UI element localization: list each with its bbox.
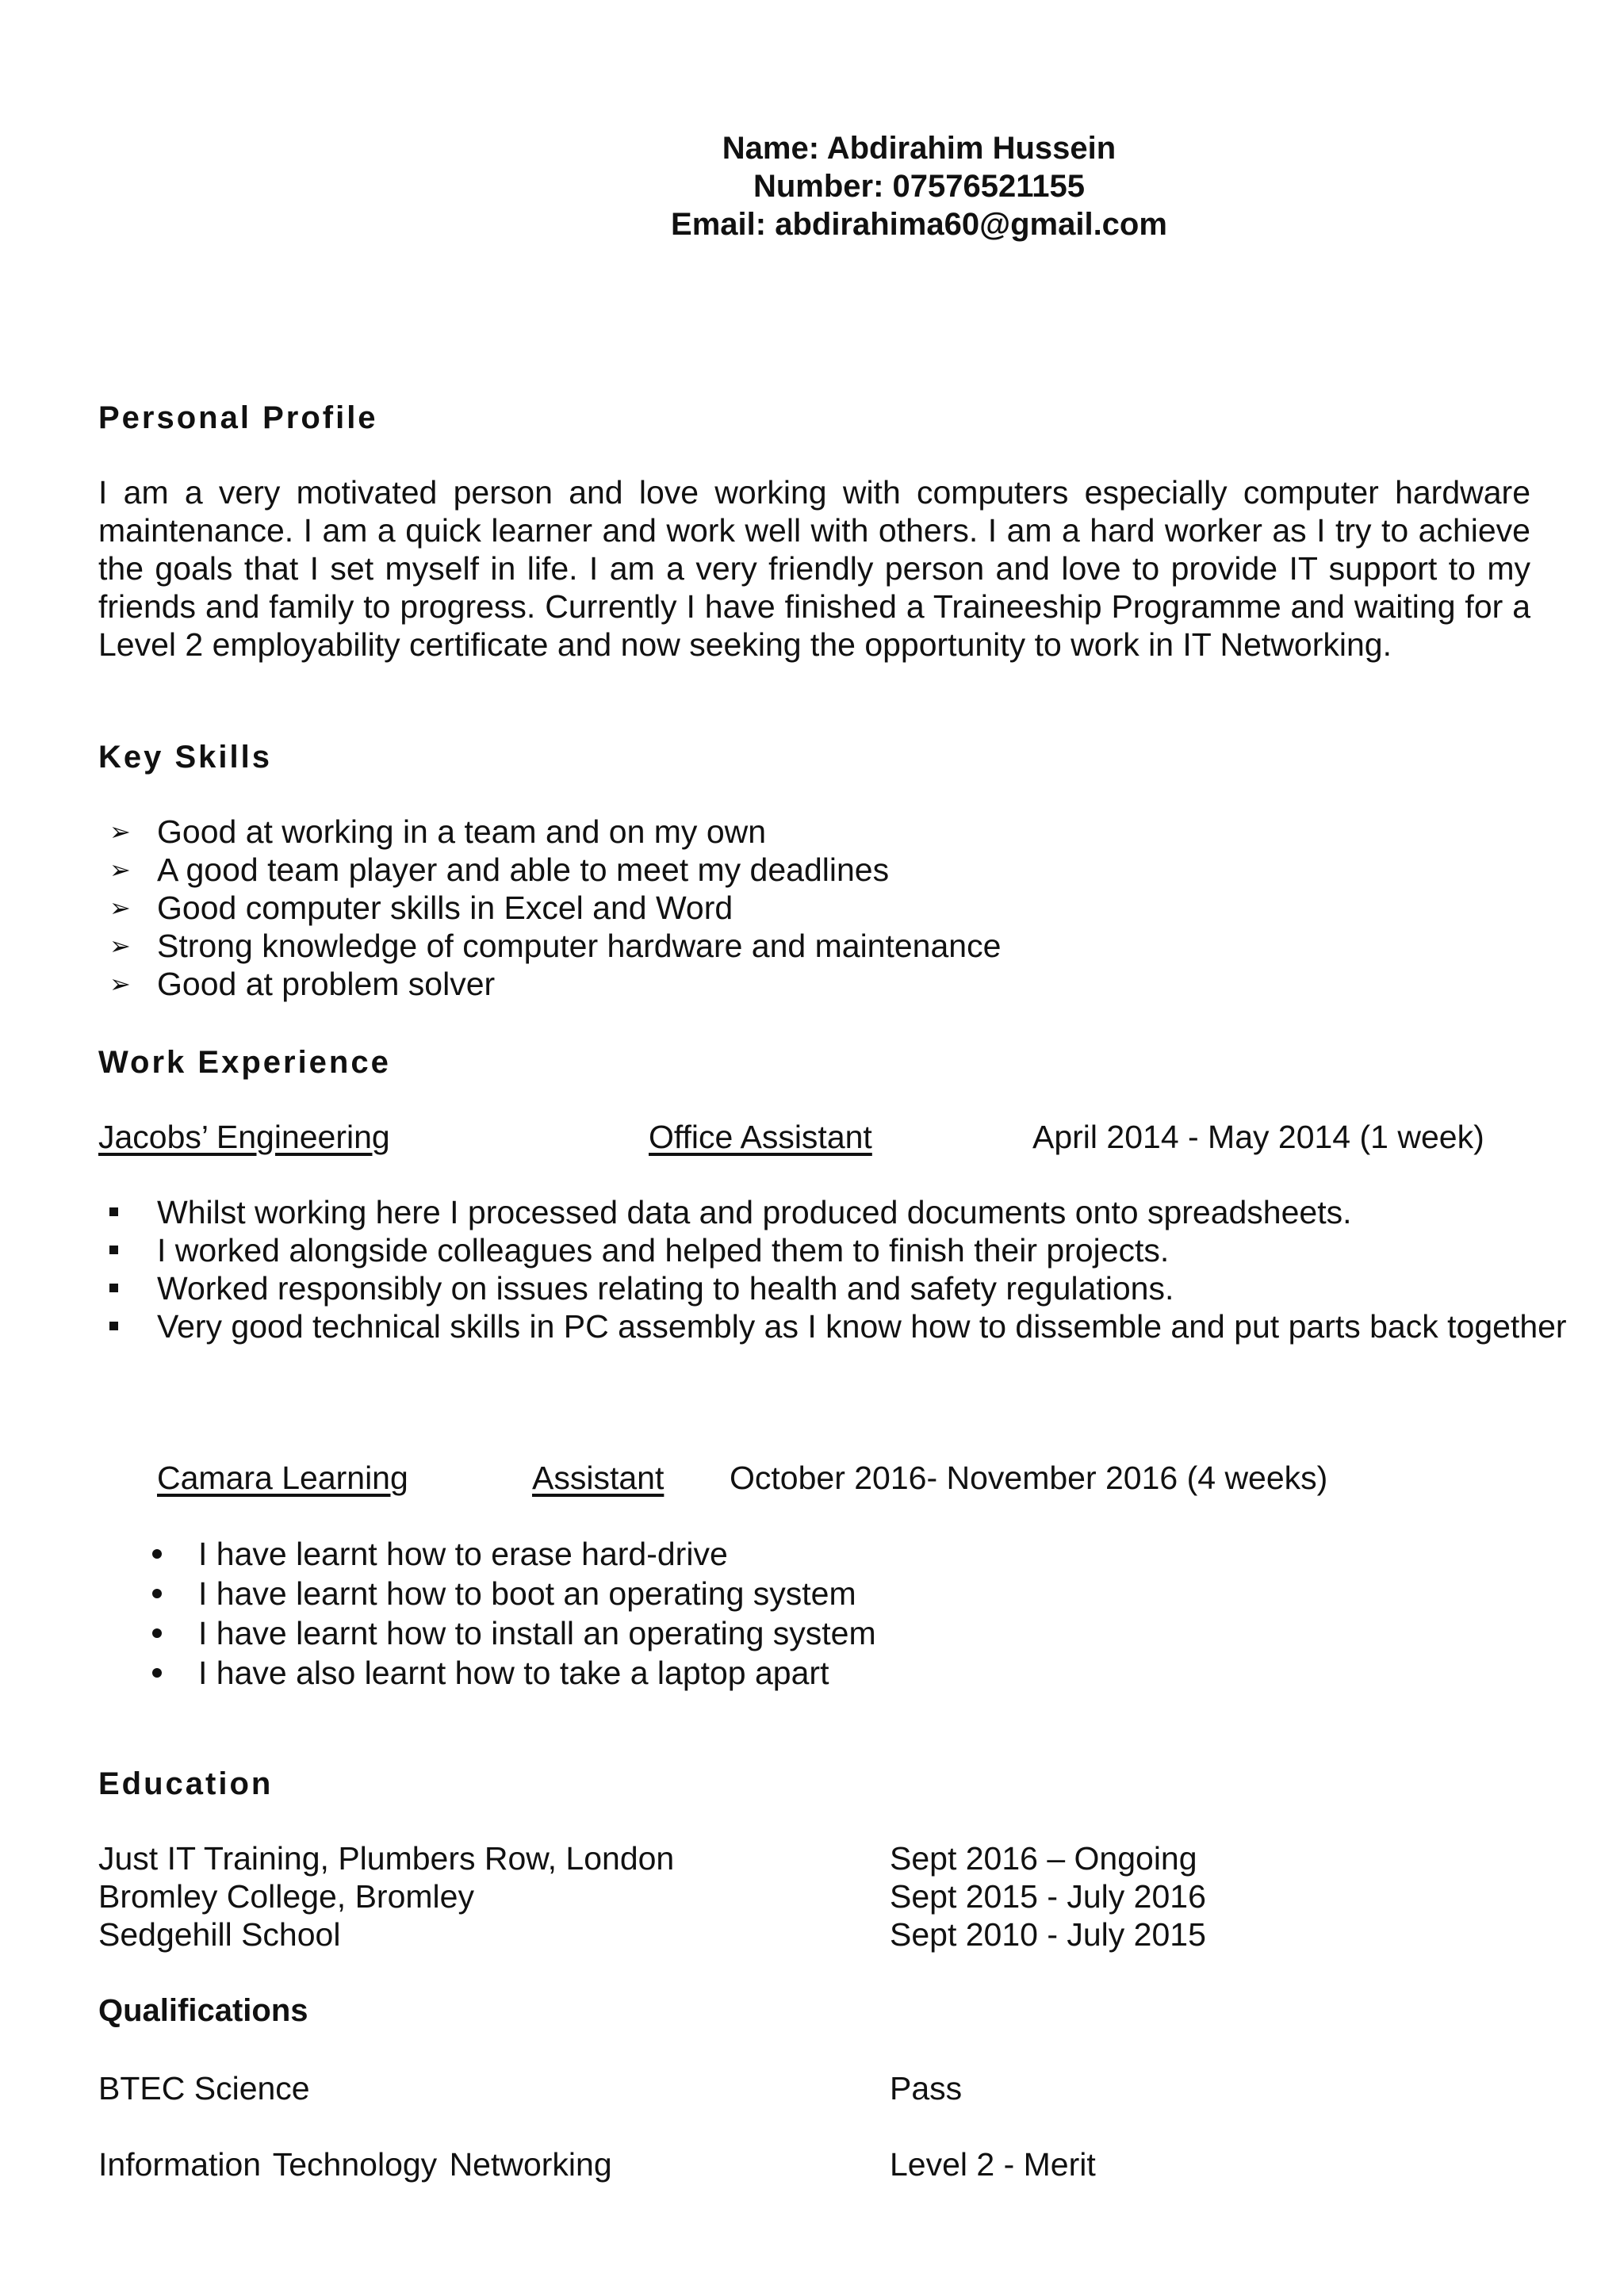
list-item: I have learnt how to erase hard-drive bbox=[147, 1535, 876, 1575]
education-place: Just IT Training, Plumbers Row, London bbox=[98, 1840, 675, 1877]
contact-header bbox=[0, 129, 1624, 243]
dot-bullet-icon bbox=[152, 1628, 162, 1638]
skills-list bbox=[98, 813, 1001, 1003]
list-item: Worked responsibly on issues relating to health and safety regulations. bbox=[98, 1269, 1526, 1307]
education-place: Sedgehill School bbox=[98, 1916, 341, 1953]
square-bullet-icon bbox=[109, 1207, 118, 1216]
list-item: ➢ Good at working in a team and on my own bbox=[109, 813, 767, 850]
list-item: ➢ A good team player and able to meet my deadlines bbox=[109, 851, 890, 888]
dot-bullet-icon bbox=[152, 1589, 162, 1598]
arrow-bullet-icon: ➢ bbox=[109, 894, 131, 922]
square-bullet-icon bbox=[109, 1246, 118, 1254]
job-role: Assistant bbox=[532, 1460, 665, 1496]
arrow-bullet-icon: ➢ bbox=[109, 855, 131, 884]
contact-number: Number: 07576521155 bbox=[753, 169, 1086, 204]
learning-list bbox=[147, 1535, 876, 1693]
qualification-subject: BTEC Science bbox=[98, 2070, 310, 2107]
education-place: Bromley College, Bromley bbox=[98, 1878, 474, 1915]
dot-bullet-icon bbox=[152, 1549, 162, 1559]
education-row bbox=[98, 1877, 474, 1915]
contact-email: Email: abdirahima60@gmail.com bbox=[671, 207, 1167, 242]
section-title-skills: Key Skills bbox=[98, 740, 273, 775]
list-item: I worked alongside colleagues and helped them to finish their projects. bbox=[98, 1231, 1526, 1269]
qualification-result: Level 2 - Merit bbox=[890, 2146, 1096, 2183]
list-item: ➢ Good at problem solver bbox=[109, 966, 496, 1002]
list-item: I have learnt how to boot an operating system bbox=[147, 1575, 876, 1614]
job-role: Office Assistant bbox=[649, 1119, 872, 1155]
list-item: Very good technical skills in PC assembly as I know how to dissemble and put parts back together bbox=[98, 1307, 1568, 1345]
arrow-bullet-icon: ➢ bbox=[109, 932, 131, 960]
list-item: ➢ Good computer skills in Excel and Word bbox=[109, 890, 733, 926]
job-dates: April 2014 - May 2014 (1 week) bbox=[1032, 1119, 1484, 1155]
section-title-profile: Personal Profile bbox=[98, 400, 378, 435]
qualification-result: Pass bbox=[890, 2070, 963, 2107]
job-dates: October 2016- November 2016 (4 weeks) bbox=[730, 1460, 1328, 1496]
qualification-subject: Information Technology Networking bbox=[98, 2146, 612, 2183]
contact-name: Name: Abdirahim Hussein bbox=[722, 131, 1116, 166]
list-item: ➢ Strong knowledge of computer hardware and maintenance bbox=[109, 928, 1002, 964]
education-row bbox=[98, 1915, 340, 1954]
list-item: Whilst working here I processed data and produced documents onto spreadsheets. bbox=[98, 1193, 1526, 1231]
job-duties-list bbox=[98, 1193, 1567, 1345]
square-bullet-icon bbox=[109, 1322, 118, 1330]
arrow-bullet-icon: ➢ bbox=[109, 970, 131, 998]
list-item: I have learnt how to install an operating system bbox=[147, 1614, 876, 1654]
education-row bbox=[98, 1839, 674, 1877]
education-dates: Sept 2010 - July 2015 bbox=[890, 1916, 1206, 1953]
square-bullet-icon bbox=[109, 1284, 118, 1292]
job-company: Camara Learning bbox=[157, 1460, 408, 1496]
education-dates: Sept 2015 - July 2016 bbox=[890, 1878, 1206, 1915]
profile-text: I am a very motivated person and love working with computers especially computer hardware maintenance. I am a quick learner and work well with others. I am a hard worker as I try to achieve the goals that I set myself in life. I am a very friendly person and love to provide IT support to my friends and family to progress. Currently I have finished a Traineeship Programme and waiting for a Level 2 employability certificate and now seeking the opportunity to work in IT Networking. bbox=[98, 474, 1530, 663]
dot-bullet-icon bbox=[152, 1668, 162, 1678]
arrow-bullet-icon: ➢ bbox=[109, 817, 131, 846]
education-dates: Sept 2016 – Ongoing bbox=[890, 1840, 1197, 1877]
section-title-qualifications: Qualifications bbox=[98, 1993, 308, 2028]
job-company: Jacobs’ Engineering bbox=[98, 1119, 390, 1155]
list-item: I have also learnt how to take a laptop apart bbox=[147, 1654, 876, 1693]
section-title-work: Work Experience bbox=[98, 1045, 391, 1080]
section-title-education: Education bbox=[98, 1766, 274, 1801]
